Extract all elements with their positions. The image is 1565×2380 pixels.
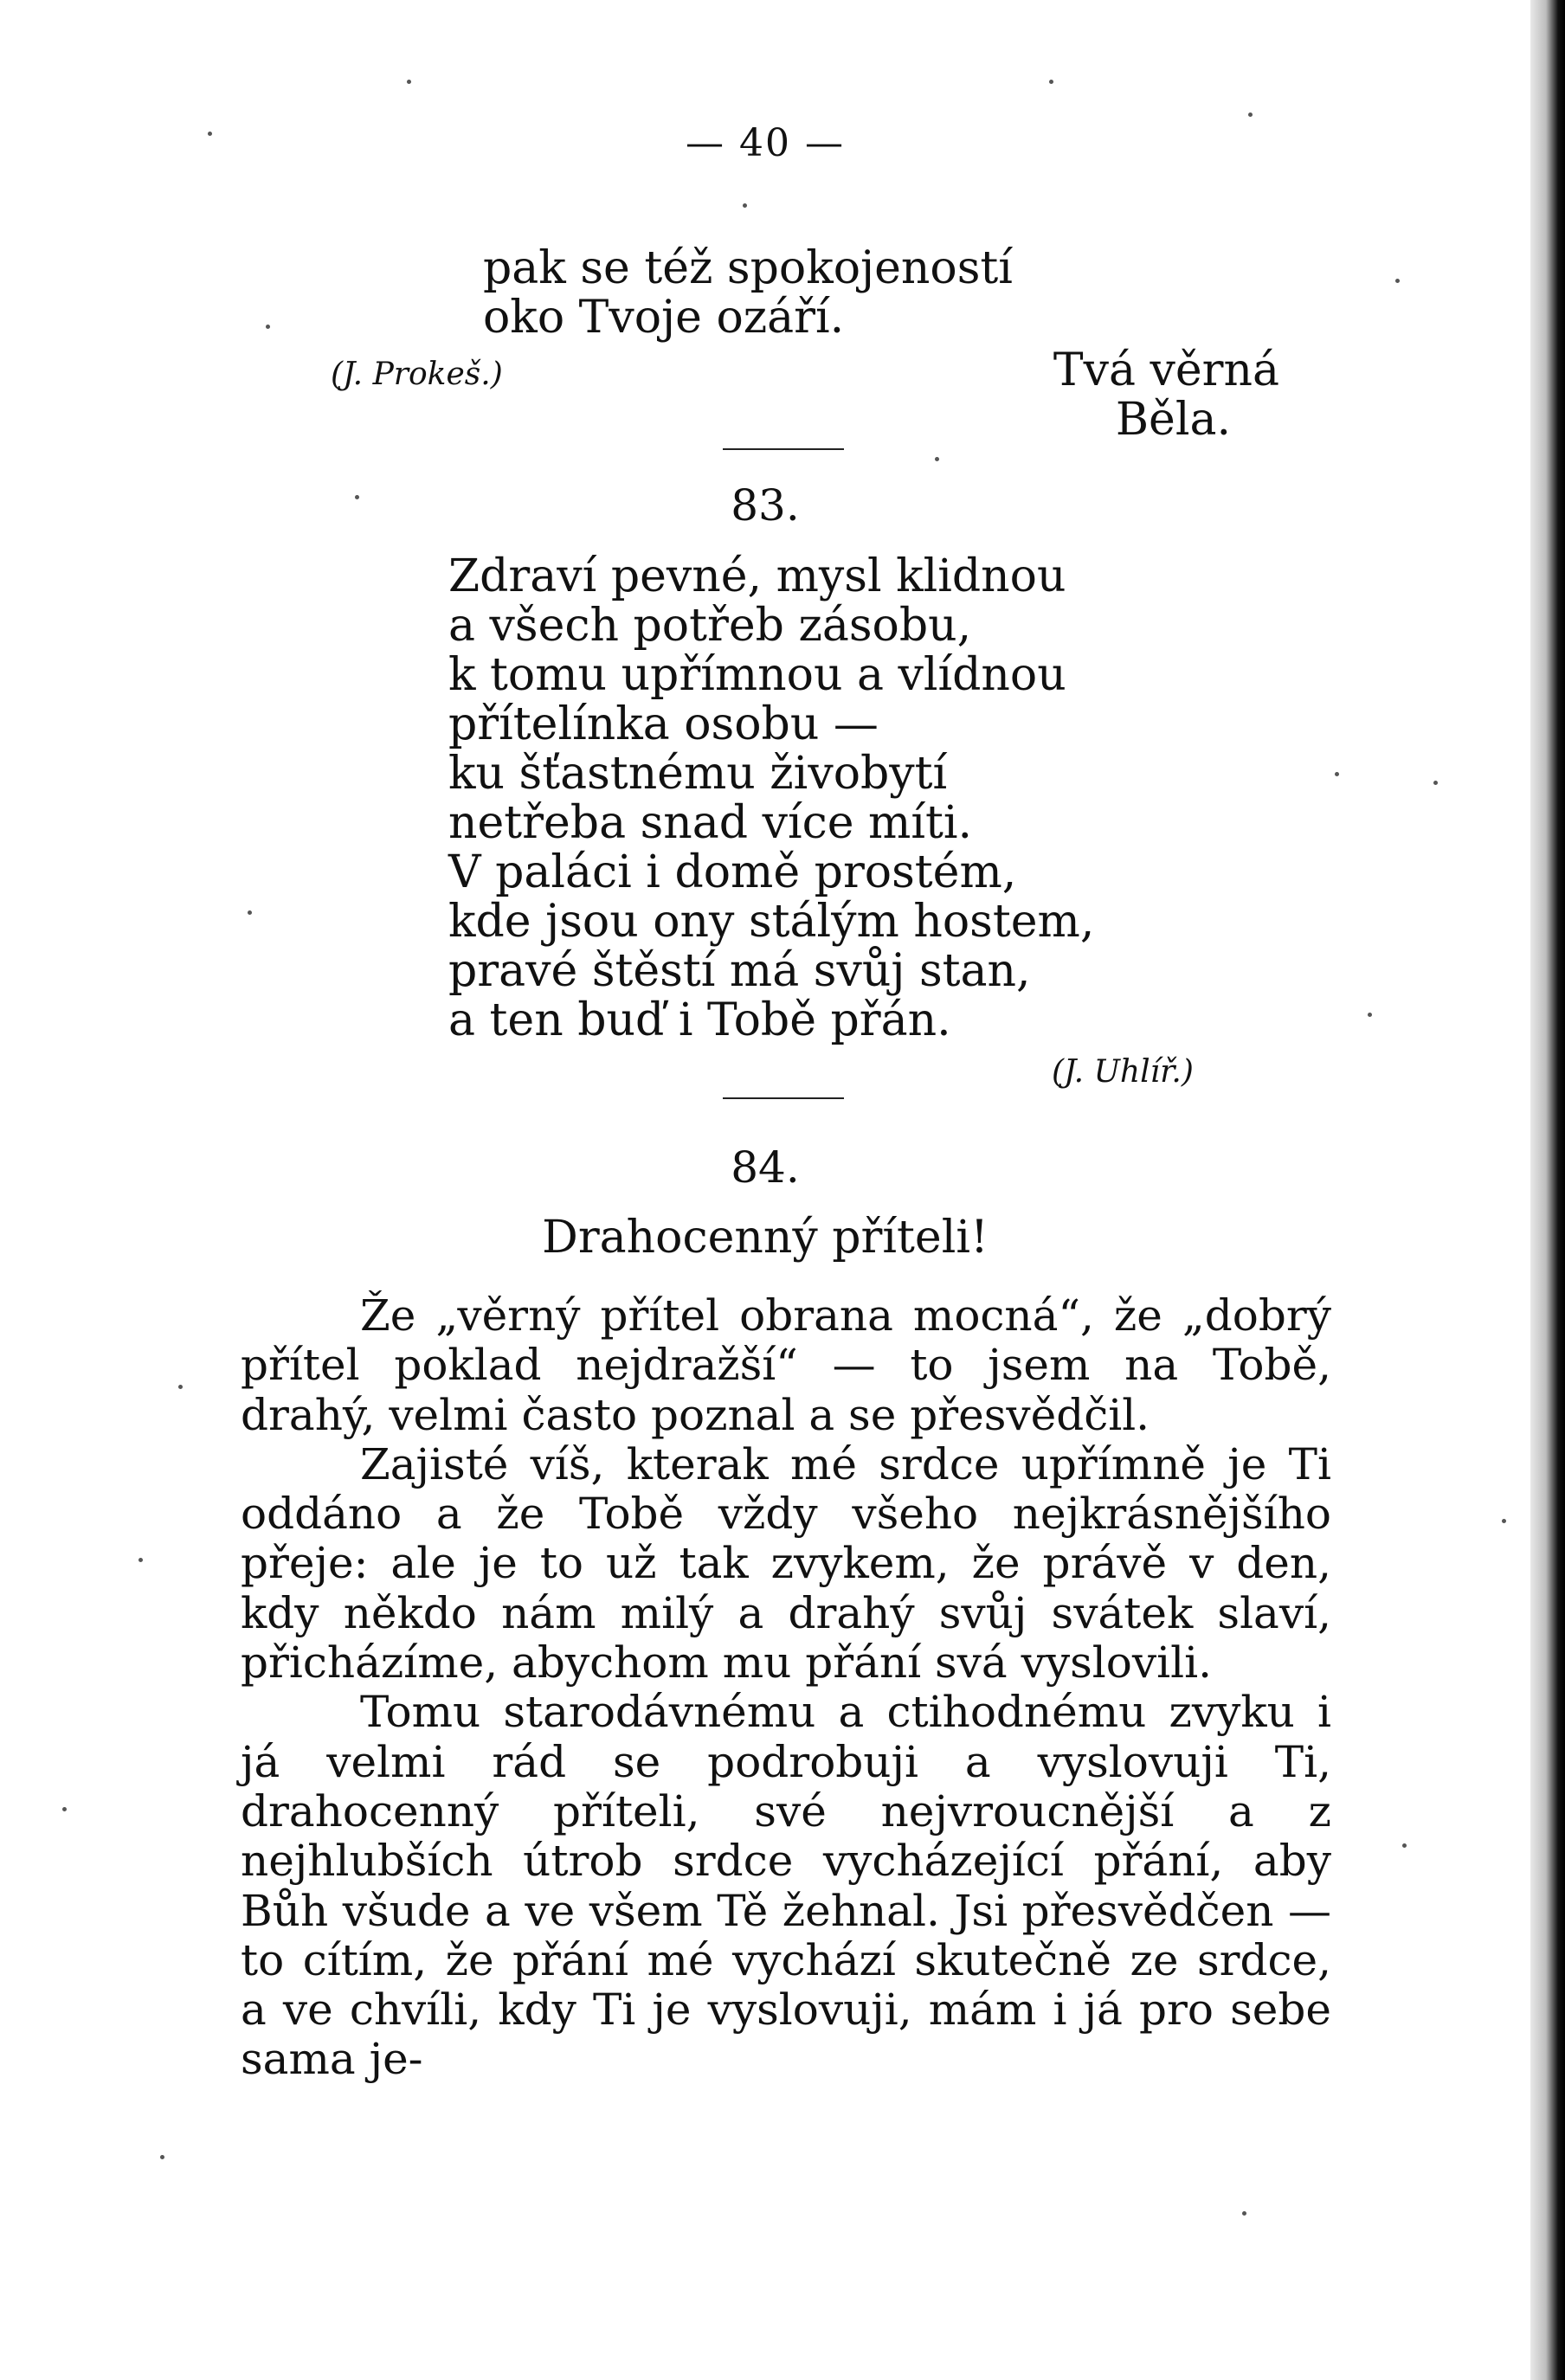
verse-line: kde jsou ony stálým hostem, <box>448 896 1095 948</box>
scan-speck <box>248 910 252 915</box>
scan-speck <box>1368 1013 1372 1017</box>
page-header: — 40 — <box>686 121 845 165</box>
scan-speck <box>138 1558 143 1562</box>
scan-speck <box>935 457 939 461</box>
verse-line: přítelínka osobu — <box>448 698 879 750</box>
scan-speck <box>1395 279 1400 283</box>
scan-speck <box>1242 2211 1246 2216</box>
verse-line: a všech potřeb zásobu, <box>448 600 972 652</box>
verse-line: Zdraví pevné, mysl klidnou <box>448 550 1066 602</box>
verse-line: pak se též spokojeností <box>483 242 1013 294</box>
letter-number: 84. <box>731 1142 800 1193</box>
attribution: (J. Prokeš.) <box>331 357 503 392</box>
signature-line: Běla. <box>1115 394 1231 446</box>
signature-line: Tvá věrná <box>1053 344 1279 396</box>
scan-speck <box>160 2155 164 2159</box>
verse-line: oko Tvoje ozáří. <box>483 292 845 344</box>
verse-line: V paláci i domě prostém, <box>448 846 1017 898</box>
verse-line: ku šťastnému živobytí <box>448 748 948 800</box>
verse-line: a ten buď i Tobě přán. <box>448 994 951 1046</box>
paragraph: Zajisté víš, kterak mé srdce upřímně je Ti oddáno a že Tobě vždy všeho nejkrásnějšího přeje: ale je to už tak zvykem, že právě v den, kdy někdo nám milý a drahý svůj svátek slaví, přicházíme, abychom mu přání svá vyslovili. <box>241 1438 1331 1689</box>
scan-speck <box>266 325 270 329</box>
scan-speck <box>208 132 212 136</box>
section-divider <box>723 448 844 450</box>
scan-speck <box>1049 80 1053 84</box>
letter-greeting: Drahocenný příteli! <box>542 1212 989 1264</box>
scan-speck <box>62 1807 67 1811</box>
poem-number: 83. <box>731 480 800 531</box>
scan-speck <box>1502 1519 1506 1523</box>
scan-speck <box>178 1385 183 1389</box>
section-divider <box>723 1097 844 1099</box>
verse-line: k tomu upřímnou a vlídnou <box>448 649 1066 701</box>
attribution: (J. Uhlíř.) <box>1052 1054 1194 1090</box>
verse-line: netřeba snad více míti. <box>448 797 973 849</box>
scan-speck <box>1402 1843 1407 1848</box>
verse-line: pravé štěstí má svůj stan, <box>448 945 1031 997</box>
scan-speck <box>1433 781 1438 785</box>
letter-body <box>241 1291 1331 2085</box>
paragraph: Že „věrný přítel obrana mocná“, že „dobrý přítel poklad nejdražší“ — to jsem na Tobě, drahý, velmi často poznal a se přesvědčil. <box>241 1290 1331 1440</box>
scan-speck <box>1248 113 1253 117</box>
scan-speck <box>743 203 747 208</box>
scan-speck <box>355 495 359 499</box>
scan-speck <box>407 80 411 84</box>
page-edge <box>1530 0 1565 2380</box>
scan-speck <box>1335 772 1339 776</box>
paragraph: Tomu starodávnému a ctihodnému zvyku i já velmi rád se podrobuji a vyslovuji Ti, drahocenný příteli, své nejvroucnější a z nejhlubších útrob srdce vycházející přání, aby Bůh všude a ve všem Tě žehnal. Jsi přesvědčen — to cítím, že přání mé vychází skutečně ze srdce, a ve chvíli, kdy Ti je vyslovuji, mám i já pro sebe sama je- <box>241 1687 1331 2085</box>
